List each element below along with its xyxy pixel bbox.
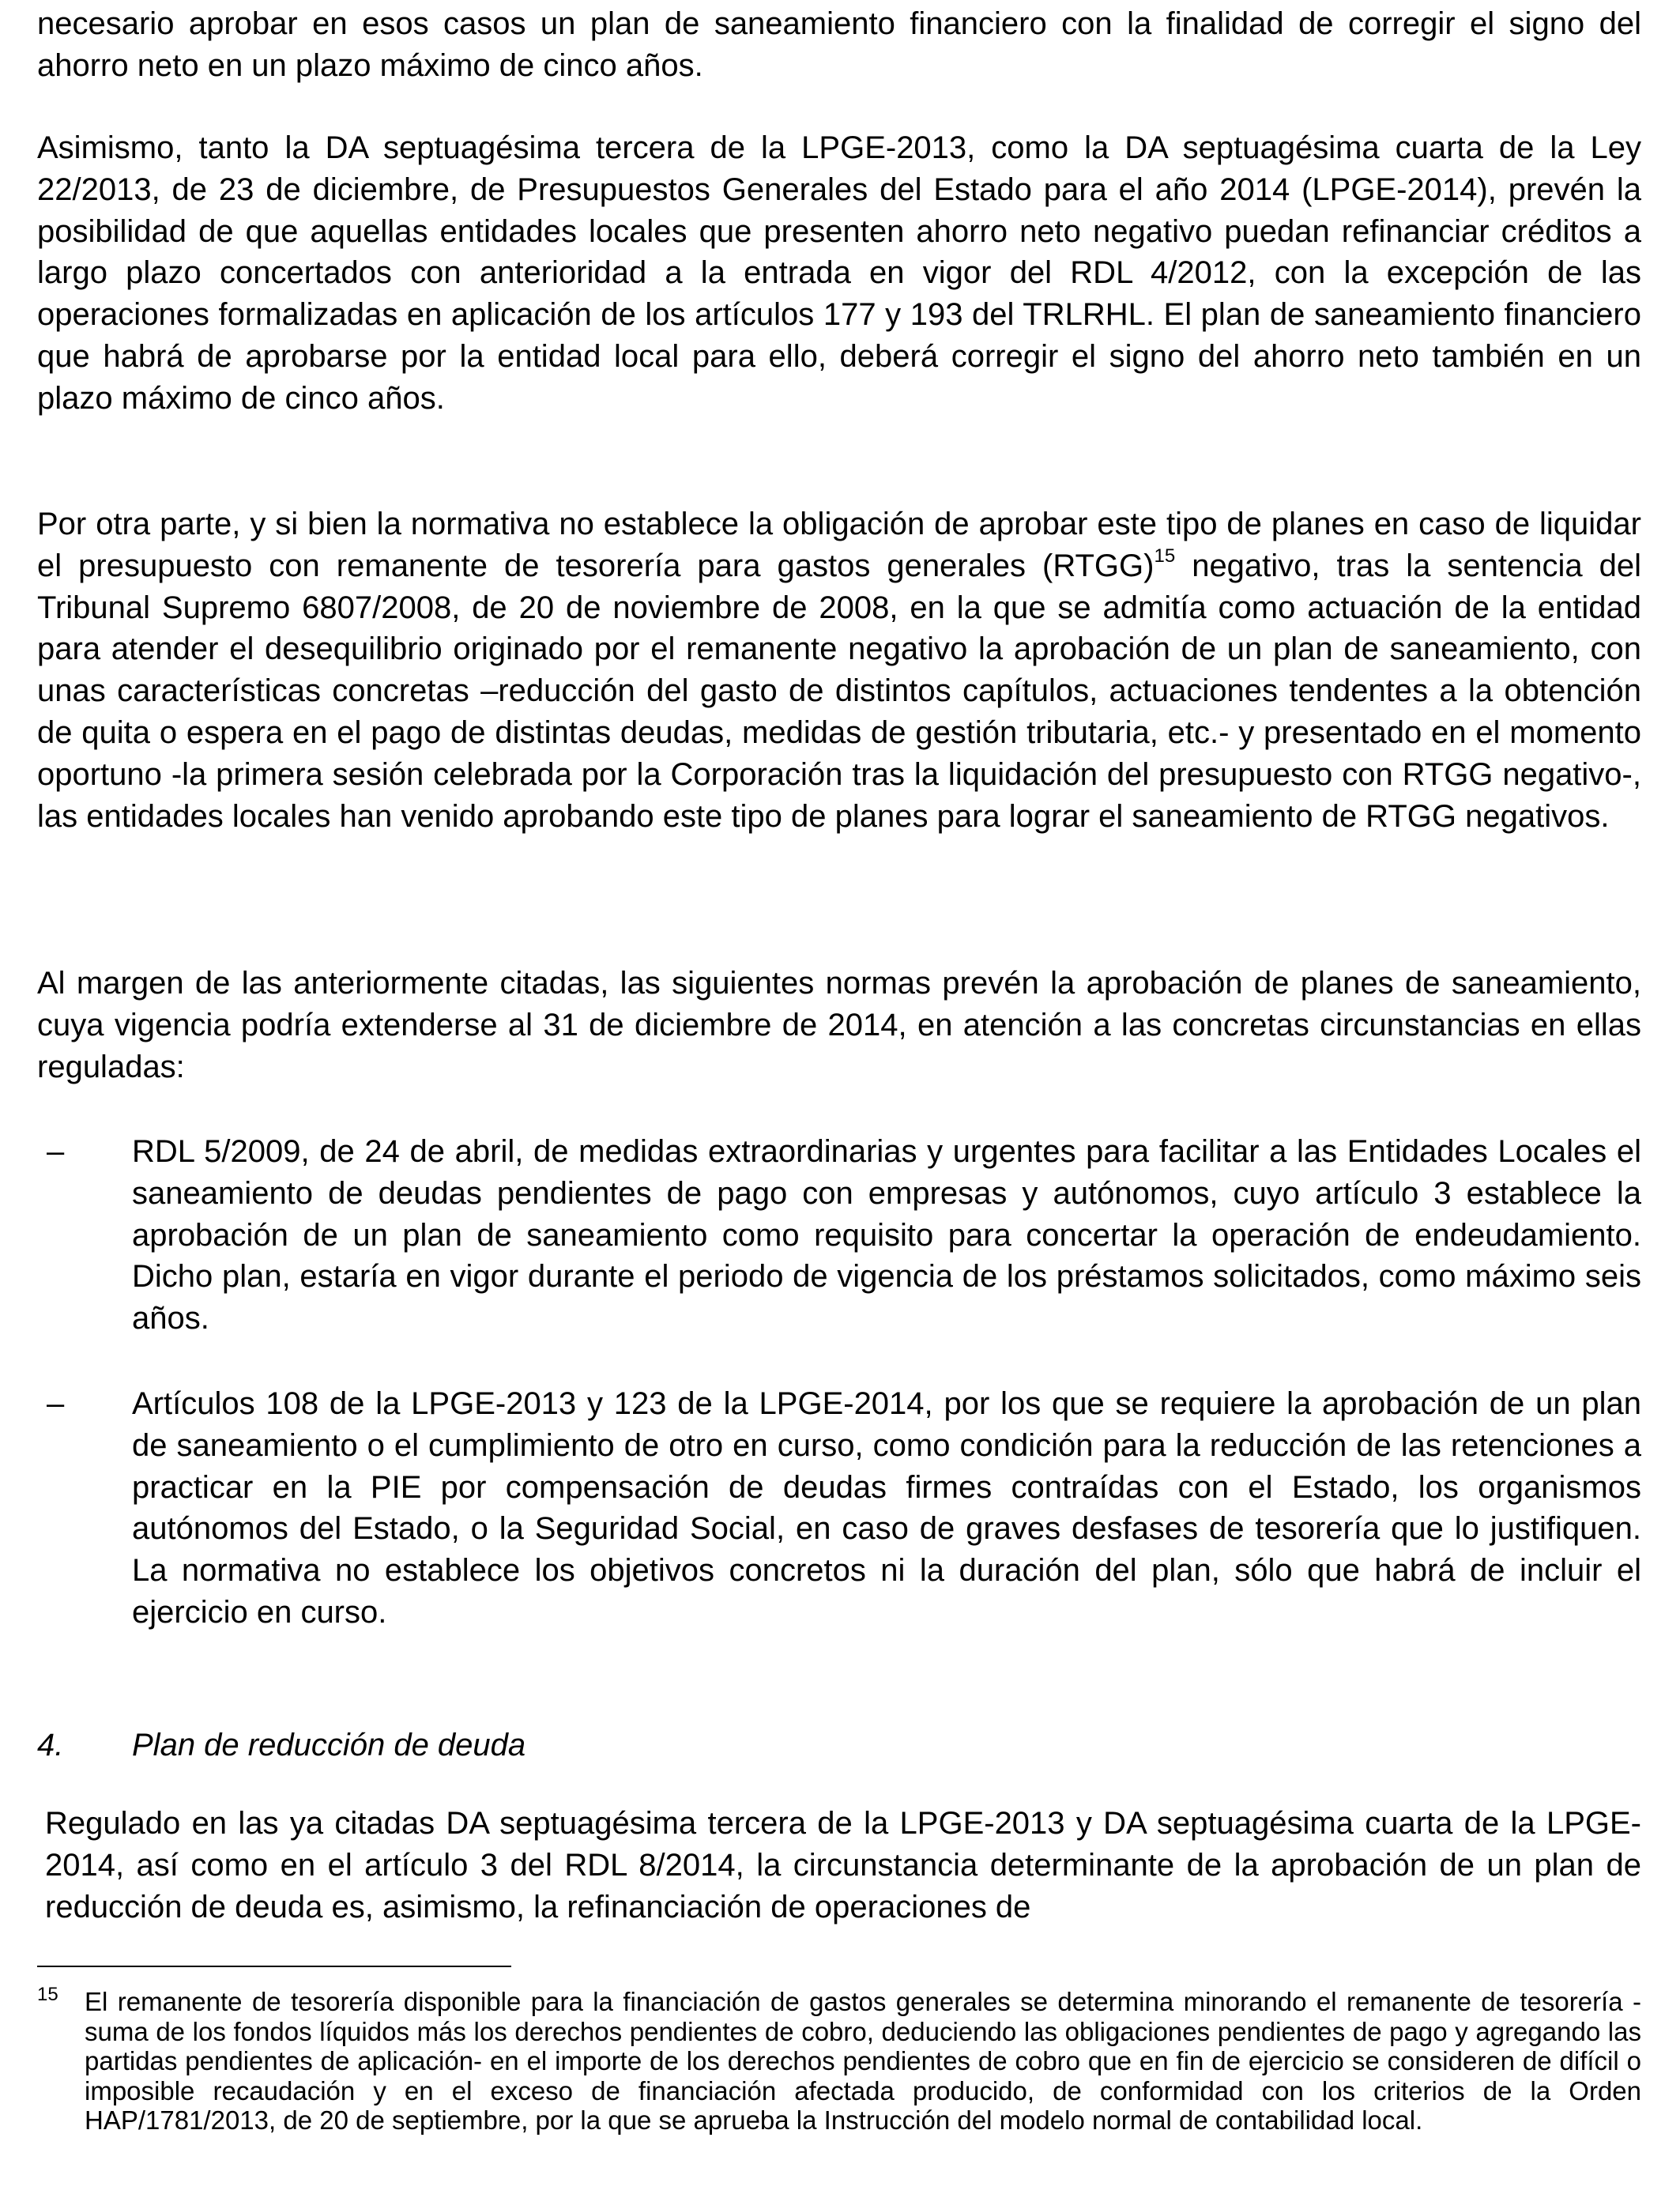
- list-item-text: RDL 5/2009, de 24 de abril, de medidas extraordinarias y urgentes para facilitar a las Entidades Locales el saneamiento de deudas pendientes de pago con empresas y autónomos, cuyo artículo 3 establece la aprobación de un plan de saneamiento como requisito para concertar la operación de endeudamiento. Dicho plan, estaría en vigor durante el periodo de vigencia de los préstamos solicitados, como máximo seis años.: [132, 1134, 1641, 1336]
- paragraph-rtgg-part2: negativo, tras la sentencia del Tribunal Supremo 6807/2008, de 20 de noviembre de 2008, en la que se admitía como actuación de la entidad para atender el desequilibrio originado por el remanente negativo la aprobación de un plan de saneamiento, con unas características concretas –reducción del gasto de distintos capítulos, actuaciones tendentes a la obtención de quita o espera en el pago de distintas deudas, medidas de gestión tributaria, etc.- y presentado en el momento oportuno -la primera sesión celebrada por la Corporación tras la liquidación del presupuesto con RTGG negativo-, las entidades locales han venido aprobando este tipo de planes para lograr el saneamiento de RTGG negativos.: [37, 548, 1641, 834]
- list-item: [37, 1131, 1641, 1340]
- section-title: Plan de reducción de deuda: [132, 1728, 526, 1762]
- footnote-number: 15: [37, 1984, 58, 2005]
- paragraph-refinanciacion: Asimismo, tanto la DA septuagésima tercera de la LPGE-2013, como la DA septuagésima cuarta de la Ley 22/2013, de 23 de diciembre, de Presupuestos Generales del Estado para el año 2014 (LPGE-2014), prevén la posibilidad de que aquellas entidades locales que presenten ahorro neto negativo puedan refinanciar créditos a largo plazo concertados con anterioridad a la entrada en vigor del RDL 4/2012, con la excepción de las operaciones formalizadas en aplicación de los artículos 177 y 193 del TRLRHL. El plan de saneamiento financiero que habrá de aprobarse por la entidad local para ello, deberá corregir el signo del ahorro neto también en un plazo máximo de cinco años.: [37, 130, 1641, 416]
- paragraph-normas-intro: Al margen de las anteriormente citadas, las siguientes normas prevén la aprobación de planes de saneamiento, cuya vigencia podría extenderse al 31 de diciembre de 2014, en atención a las concretas circunstancias en ellas reguladas:: [37, 966, 1641, 1084]
- section-heading: [37, 1725, 525, 1766]
- paragraph-rtgg-part1: Por otra parte, y si bien la normativa no establece la obligación de aprobar este tipo de planes en caso de liquidar el presupuesto con remanente de tesorería para gastos generales (RTGG): [37, 507, 1641, 583]
- footnote-divider: [37, 1966, 511, 1967]
- paragraph-reduccion-deuda: Regulado en las ya citadas DA septuagésima tercera de la LPGE-2013 y DA septuagésima cuarta de la LPGE-2014, así como en el artículo 3 del RDL 8/2014, la circunstancia determinante de la aprobación de un plan de reducción de deuda es, asimismo, la refinanciación de operaciones de: [45, 1806, 1641, 1924]
- list-item: [37, 1383, 1641, 1676]
- footnote-reference[interactable]: 15: [1154, 545, 1176, 567]
- footnote-text: El remanente de tesorería disponible para la financiación de gastos generales se determina minorando el remanente de tesorería -suma de los fondos líquidos más los derechos pendientes de cobro, deduciendo las obligaciones pendientes de pago y agregando las partidas pendientes de aplicación- en el importe de los derechos pendientes de cobro que en fin de ejercicio se consideren de difícil o imposible recaudación y en el exceso de financiación afectada producido, de conformidad con los criterios de la Orden HAP/1781/2013, de 20 de septiembre, por la que se aprueba la Instrucción del modelo normal de contabilidad local.: [85, 1987, 1641, 2135]
- bullet-dash: –: [47, 1134, 65, 1169]
- bullet-dash: –: [47, 1386, 65, 1421]
- list-item-text: Artículos 108 de la LPGE-2013 y 123 de la LPGE-2014, por los que se requiere la aprobación de un plan de saneamiento o el cumplimiento de otro en curso, como condición para la reducción de las retenciones a practicar en la PIE por compensación de deudas firmes contraídas con el Estado, los organismos autónomos del Estado, o la Seguridad Social, en caso de graves desfases de tesorería que lo justifiquen. La normativa no establece los objetivos concretos ni la duración del plan, sólo que habrá de incluir el ejercicio en curso.: [132, 1386, 1641, 1630]
- paragraph-rtgg: [37, 503, 1641, 837]
- paragraph-saneamiento-intro: necesario aprobar en esos casos un plan de saneamiento financiero con la finalidad de corregir el signo del ahorro neto en un plazo máximo de cinco años.: [37, 6, 1641, 83]
- section-number: 4.: [37, 1728, 64, 1762]
